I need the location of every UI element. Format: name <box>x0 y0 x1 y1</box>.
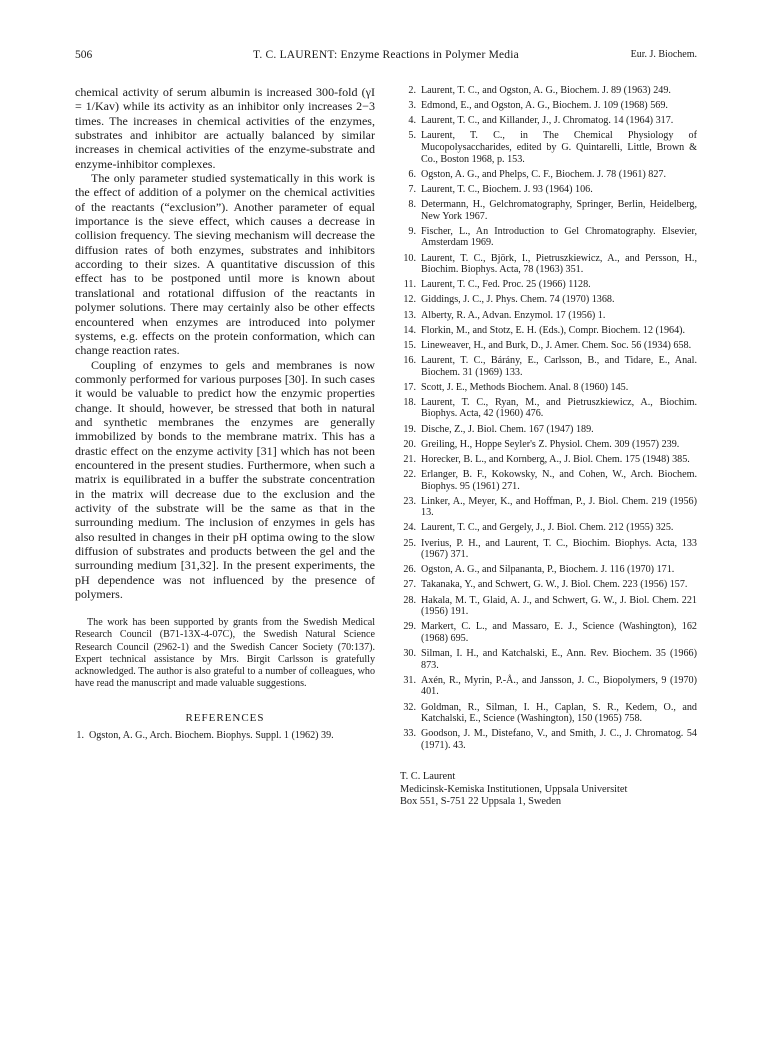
body-paragraph-2: The only parameter studied systematically in this work is the effect of addition of a polymer on the chemical activities of the reactants (“exclusion”). Another parameter of equal importance is the sieve effect, which causes a decrease in collision frequency. The sieving mechanism will decrease the diffusion rates of both enzymes, substrates and inhibitors according to their sizes. A quantitative discussion of this effect has to be postponed until more is known about translational and rotational diffusion of the reactants in polymer solutions. There may certainly also be other effects encountered when enzymes are introduced into polymer systems, e.g. effects on the protein conformation, which can change reaction rates. <box>75 171 375 358</box>
reference-text: Edmond, E., and Ogston, A. G., Biochem. J. 109 (1968) 569. <box>421 100 668 112</box>
reference-item <box>400 538 697 561</box>
reference-number: 33. <box>403 728 416 740</box>
reference-item <box>400 325 697 337</box>
reference-text: Goodson, J. M., Distefano, V., and Smith, J. C., J. Chromatog. 54 (1971). 43. <box>421 728 697 751</box>
reference-item <box>400 496 697 519</box>
right-reference-list <box>400 85 697 751</box>
reference-number: 8. <box>408 199 416 211</box>
reference-number: 22. <box>403 468 416 480</box>
reference-number: 10. <box>403 252 416 264</box>
reference-item <box>400 675 697 698</box>
body-paragraph-1: chemical activity of serum albumin is increased 300-fold (γI = 1/Kav) while its activity as an inhibitor only increases 2−3 times. The increases in chemical activities of the enzymes, substrates and inhibitor are actually balanced by similar increases in chemical activities of the enzyme-substrate and enzyme-inhibitor complexes. <box>75 85 375 171</box>
author-address <box>400 771 697 808</box>
reference-item <box>400 728 697 751</box>
body-paragraph-3: Coupling of enzymes to gels and membranes is now commonly performed for various purposes [30]. In such cases it would be valuable to predict how the enzymic properties change. It should, however, be stressed that both in natural and synthetic membranes the enzymes are generally immobilized by bonds to the membrane matrix. This has a drastic effect on the enzyme activity [31] which has not been encountered in the present studies. Furthermore, when such a matrix is equilibrated in a buffer the substrate concentration in the matrix will decrease due to the exclusion and the activity of the substrate will be the same as that in the surrounding medium. The inclusion of enzymes in gels has also resulted in changes in their pH optima owing to the slow diffusion of substrates and products between the gel and the surrounding medium [31,32]. In the present experiments, the pH dependence was not influenced by the presence of polymers. <box>75 357 375 602</box>
reference-item <box>400 130 697 165</box>
reference-item <box>400 454 697 466</box>
reference-text: Laurent, T. C., Björk, I., Pietruszkiewicz, A., and Persson, H., Biochim. Biophys. Acta, 78 (1963) 351. <box>421 252 697 276</box>
acknowledgement: The work has been supported by grants from the Swedish Medical Research Council (B71-13X-4-07C), the Swedish Natural Science Research Council (2962-1) and the Swedish Cancer Society (70:137). Expert technical assistance by Mrs. Birgit Carlsson is gratefully acknowledged. The author is also grateful to a number of colleagues, who have read the manuscript and made valuable suggestions. <box>75 617 375 689</box>
references-heading: REFERENCES <box>185 711 265 724</box>
reference-item <box>400 310 697 322</box>
reference-text: Determann, H., Gelchromatography, Springer, Berlin, Heidelberg, New York 1967. <box>421 199 697 222</box>
reference-text: Goldman, R., Silman, I. H., Caplan, S. R., Kedem, O., and Katchalski, E., Science (Washington), 150 (1965) 758. <box>421 701 697 725</box>
reference-text: Laurent, T. C., in The Chemical Physiology of Mucopolysaccharides, edited by G. Quintarelli, Little, Brown & Co., Boston 1968, p. 153. <box>421 130 697 165</box>
reference-item <box>400 564 697 576</box>
reference-item <box>400 340 697 352</box>
reference-number: 17. <box>403 381 416 393</box>
reference-number: 26. <box>403 564 416 576</box>
address-line-postal: Box 551, S-751 22 Uppsala 1, Sweden <box>400 796 562 808</box>
reference-number: 32. <box>403 701 416 713</box>
reference-item <box>75 730 375 742</box>
reference-text: Laurent, T. C., and Gergely, J., J. Biol. Chem. 212 (1955) 325. <box>421 522 674 534</box>
reference-item <box>400 382 697 394</box>
reference-number: 6. <box>408 168 416 180</box>
reference-text: Horecker, B. L., and Kornberg, A., J. Biol. Chem. 175 (1948) 385. <box>421 453 690 465</box>
reference-text: Alberty, R. A., Advan. Enzymol. 17 (1956) 1. <box>421 309 606 321</box>
reference-number: 27. <box>403 579 416 591</box>
reference-text: Florkin, M., and Stotz, E. H. (Eds.), Compr. Biochem. 12 (1964). <box>421 324 686 336</box>
reference-item <box>400 100 697 112</box>
reference-item <box>400 702 697 725</box>
reference-number: 23. <box>403 495 416 507</box>
address-line-institution: Medicinsk-Kemiska Institutionen, Uppsala Universitet <box>400 783 628 795</box>
reference-item <box>400 294 697 306</box>
reference-text: Greiling, H., Hoppe Seyler's Z. Physiol. Chem. 309 (1957) 239. <box>421 438 680 450</box>
reference-text: Laurent, T. C., Fed. Proc. 25 (1966) 1128. <box>421 279 591 291</box>
reference-text: Laurent, T. C., Biochem. J. 93 (1964) 106. <box>421 183 593 195</box>
running-title: T. C. LAURENT: Enzyme Reactions in Polymer Media <box>253 49 519 61</box>
reference-number: 24. <box>403 522 416 534</box>
reference-number: 18. <box>403 396 416 408</box>
reference-text: Ogston, A. G., and Phelps, C. F., Biochem. J. 78 (1961) 827. <box>421 168 667 180</box>
reference-number: 13. <box>403 309 416 321</box>
reference-number: 20. <box>403 438 416 450</box>
reference-number: 12. <box>403 294 416 306</box>
reference-number: 28. <box>403 594 416 606</box>
reference-text: Laurent, T. C., and Killander, J., J. Chromatog. 14 (1964) 317. <box>421 115 674 127</box>
reference-item <box>400 595 697 618</box>
reference-item <box>400 424 697 436</box>
reference-number: 19. <box>403 423 416 435</box>
reference-item <box>400 199 697 222</box>
reference-number: 31. <box>403 674 416 686</box>
reference-number: 30. <box>403 648 416 660</box>
reference-text: Iverius, P. H., and Laurent, T. C., Biochim. Biophys. Acta, 133 (1967) 371. <box>421 537 697 561</box>
reference-number: 14. <box>403 324 416 336</box>
reference-text: Laurent, T. C., and Ogston, A. G., Biochem. J. 89 (1963) 249. <box>421 85 671 96</box>
reference-item <box>400 85 697 97</box>
reference-text: Takanaka, Y., and Schwert, G. W., J. Biol. Chem. 223 (1956) 157. <box>421 579 688 591</box>
reference-item <box>400 439 697 451</box>
reference-item <box>400 621 697 644</box>
reference-text: Silman, I. H., and Katchalski, E., Ann. Rev. Biochem. 35 (1966) 873. <box>421 648 697 671</box>
reference-number: 2. <box>408 85 416 96</box>
reference-text: Laurent, T. C., Ryan, M., and Pietruszkiewicz, A., Biochim. Biophys. Acta, 42 (1960) 476. <box>421 396 697 420</box>
reference-number: 16. <box>403 354 416 366</box>
reference-item <box>400 522 697 534</box>
reference-text: Fischer, L., An Introduction to Gel Chromatography. Elsevier, Amsterdam 1969. <box>421 225 697 249</box>
left-reference-list <box>75 730 375 742</box>
reference-number: 25. <box>403 537 416 549</box>
reference-number: 5. <box>408 130 416 142</box>
reference-number: 11. <box>403 279 416 291</box>
reference-item <box>400 579 697 591</box>
reference-number: 7. <box>408 183 416 195</box>
reference-text: Scott, J. E., Methods Biochem. Anal. 8 (1960) 145. <box>421 381 629 393</box>
reference-text: Axén, R., Myrin, P.-Å., and Jansson, J. C., Biopolymers, 9 (1970) 401. <box>421 674 697 698</box>
address-line-author: T. C. Laurent <box>400 771 456 783</box>
reference-item <box>400 169 697 181</box>
left-column <box>75 85 375 745</box>
reference-item <box>400 226 697 249</box>
reference-number: 4. <box>408 115 416 127</box>
reference-text: Lineweaver, H., and Burk, D., J. Amer. Chem. Soc. 56 (1934) 658. <box>421 339 692 351</box>
reference-number: 15. <box>403 339 416 351</box>
reference-item <box>400 397 697 420</box>
reference-text: Giddings, J. C., J. Phys. Chem. 74 (1970) 1368. <box>421 294 615 306</box>
reference-item <box>400 184 697 196</box>
reference-item <box>400 648 697 671</box>
reference-number: 9. <box>408 225 416 237</box>
reference-item <box>400 355 697 378</box>
reference-item <box>400 115 697 127</box>
reference-number: 3. <box>408 100 416 112</box>
reference-text: Markert, C. L., and Massaro, E. J., Science (Washington), 162 (1968) 695. <box>421 621 697 644</box>
page-header <box>75 49 697 65</box>
reference-item <box>400 279 697 291</box>
reference-number: 21. <box>403 453 416 465</box>
reference-text: Erlanger, B. F., Kokowsky, N., and Cohen, W., Arch. Biochem. Biophys. 95 (1961) 271. <box>421 468 697 492</box>
reference-item <box>400 253 697 276</box>
reference-number: 29. <box>403 621 416 633</box>
right-column <box>400 85 697 809</box>
reference-item <box>400 469 697 492</box>
reference-text: Laurent, T. C., Bárány, E., Carlsson, B., and Tidare, E., Anal. Biochem. 31 (1969) 133. <box>421 354 697 378</box>
reference-text: Linker, A., Meyer, K., and Hoffman, P., J. Biol. Chem. 219 (1956) 13. <box>421 495 697 519</box>
journal-name: Eur. J. Biochem. <box>630 49 697 60</box>
reference-text: Ogston, A. G., and Silpananta, P., Biochem. J. 116 (1970) 171. <box>421 564 675 576</box>
page-number: 506 <box>75 49 93 61</box>
reference-text: Dische, Z., J. Biol. Chem. 167 (1947) 189. <box>421 423 594 435</box>
reference-text: Hakala, M. T., Glaid, A. J., and Schwert, G. W., J. Biol. Chem. 221 (1956) 191. <box>421 594 697 618</box>
reference-text: Ogston, A. G., Arch. Biochem. Biophys. Suppl. 1 (1962) 39. <box>89 729 334 741</box>
reference-number: 1. <box>76 729 84 741</box>
